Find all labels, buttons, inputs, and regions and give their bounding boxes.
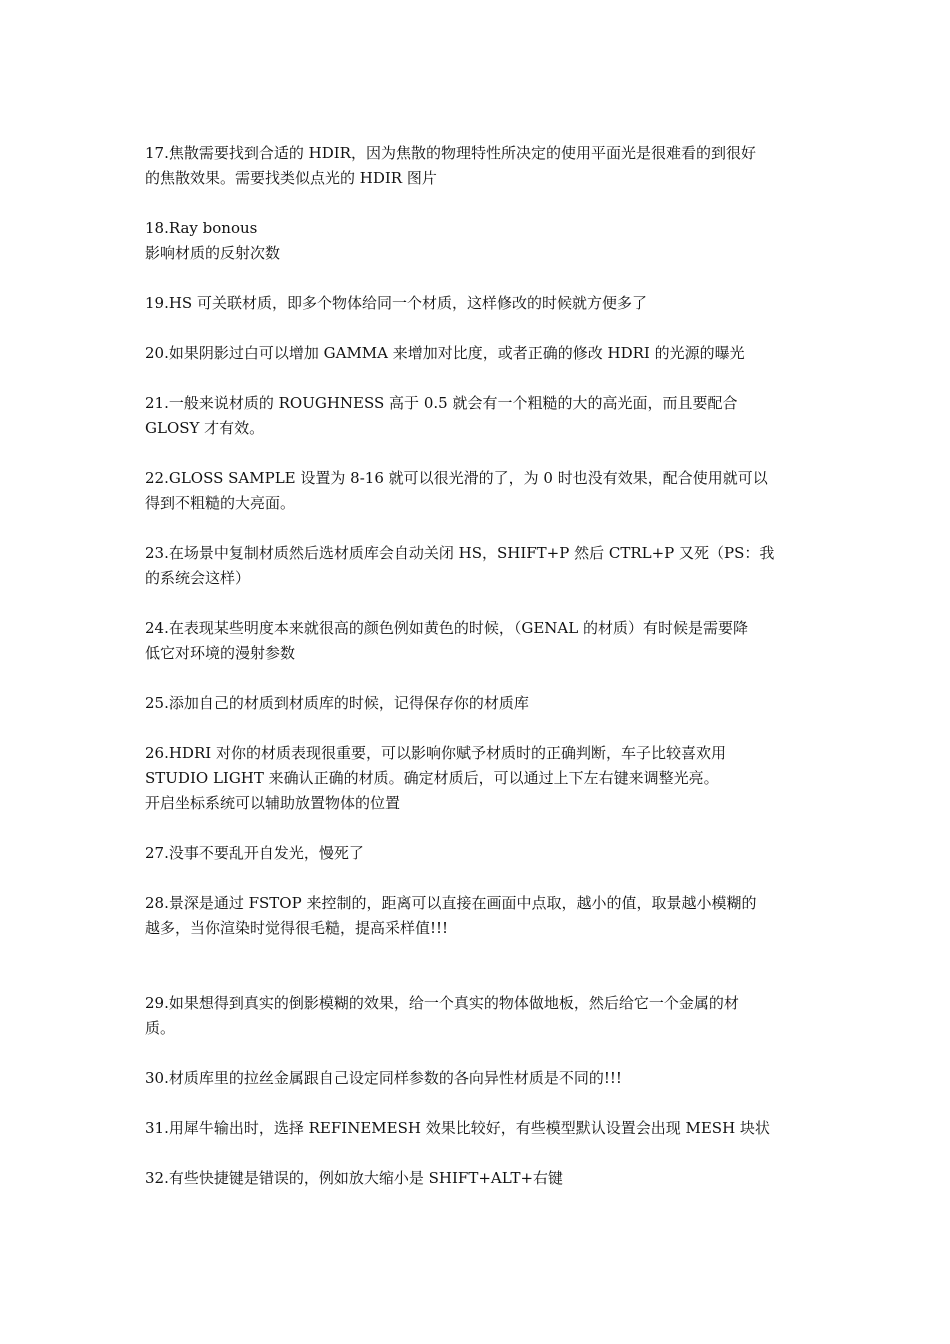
paragraph-line: GLOSY 才有效。 [145,419,265,437]
paragraph-28 [145,891,810,941]
paragraph-27 [145,841,810,866]
paragraph-line: 26.HDRI 对你的材质表现很重要，可以影响你赋予材质时的正确判断，车子比较喜欢用 [145,744,726,762]
paragraph-line: 的焦散效果。需要找类似点光的 HDIR 图片 [145,169,437,187]
paragraph-line: 影响材质的反射次数 [145,244,281,262]
paragraph-line: 31.用犀牛输出时，选择 REFINEMESH 效果比较好，有些模型默认设置会出现 MESH 块状 [145,1119,770,1137]
paragraph-line: 30.材质库里的拉丝金属跟自己设定同样参数的各向异性材质是不同的!!! [145,1069,622,1087]
paragraph-line: 21.一般来说材质的 ROUGHNESS 高于 0.5 就会有一个粗糙的大的高光面，而且要配合 [145,394,738,412]
paragraph-17 [145,141,810,191]
paragraph-32 [145,1166,810,1191]
paragraph-line: 28.景深是通过 FSTOP 来控制的，距离可以直接在画面中点取，越小的值，取景越小模糊的 [145,894,757,912]
paragraph-line: 开启坐标系统可以辅助放置物体的位置 [145,794,401,812]
paragraph-line: 29.如果想得到真实的倒影模糊的效果，给一个真实的物体做地板，然后给它一个金属的材 [145,994,739,1012]
paragraph-line: 18.Ray bonous [145,219,258,237]
paragraph-29 [145,991,810,1041]
paragraph-20 [145,341,810,366]
paragraph-line: 25.添加自己的材质到材质库的时候，记得保存你的材质库 [145,694,529,712]
paragraph-31 [145,1116,810,1141]
paragraph-line: 20.如果阴影过白可以增加 GAMMA 来增加对比度，或者正确的修改 HDRI 的光源的曝光 [145,344,745,362]
paragraph-24 [145,616,810,666]
paragraph-line: 质。 [145,1019,176,1037]
paragraph-line: 17.焦散需要找到合适的 HDIR，因为焦散的物理特性所决定的使用平面光是很难看的到很好 [145,144,756,162]
paragraph-line: 23.在场景中复制材质然后选材质库会自动关闭 HS，SHIFT+P 然后 CTRL+P 又死（PS：我 [145,544,775,562]
paragraph-26 [145,741,810,816]
paragraph-25 [145,691,810,716]
paragraph-line: 22.GLOSS SAMPLE 设置为 8-16 就可以很光滑的了，为 0 时也没有效果，配合使用就可以 [145,469,768,487]
paragraph-line: 的系统会这样） [145,569,251,587]
paragraph-line: 19.HS 可关联材质，即多个物体给同一个材质，这样修改的时候就方便多了 [145,294,647,312]
paragraph-19 [145,291,810,316]
paragraph-line: 27.没事不要乱开自发光，慢死了 [145,844,364,862]
paragraph-30 [145,1066,810,1091]
paragraph-line: STUDIO LIGHT 来确认正确的材质。确定材质后，可以通过上下左右键来调整光亮。 [145,769,719,787]
paragraph-23 [145,541,810,591]
paragraph-21 [145,391,810,441]
paragraph-line: 24.在表现某些明度本来就很高的颜色例如黄色的时候，（GENAL 的材质）有时候是需要降 [145,619,748,637]
paragraph-line: 低它对环境的漫射参数 [145,644,296,662]
paragraph-line: 越多，当你渲染时觉得很毛糙，提高采样值!!! [145,919,449,937]
document-body [145,141,810,1216]
paragraph-line: 得到不粗糙的大亮面。 [145,494,296,512]
paragraph-18 [145,216,810,266]
paragraph-line: 32.有些快捷键是错误的，例如放大缩小是 SHIFT+ALT+右键 [145,1169,564,1187]
paragraph-22 [145,466,810,516]
